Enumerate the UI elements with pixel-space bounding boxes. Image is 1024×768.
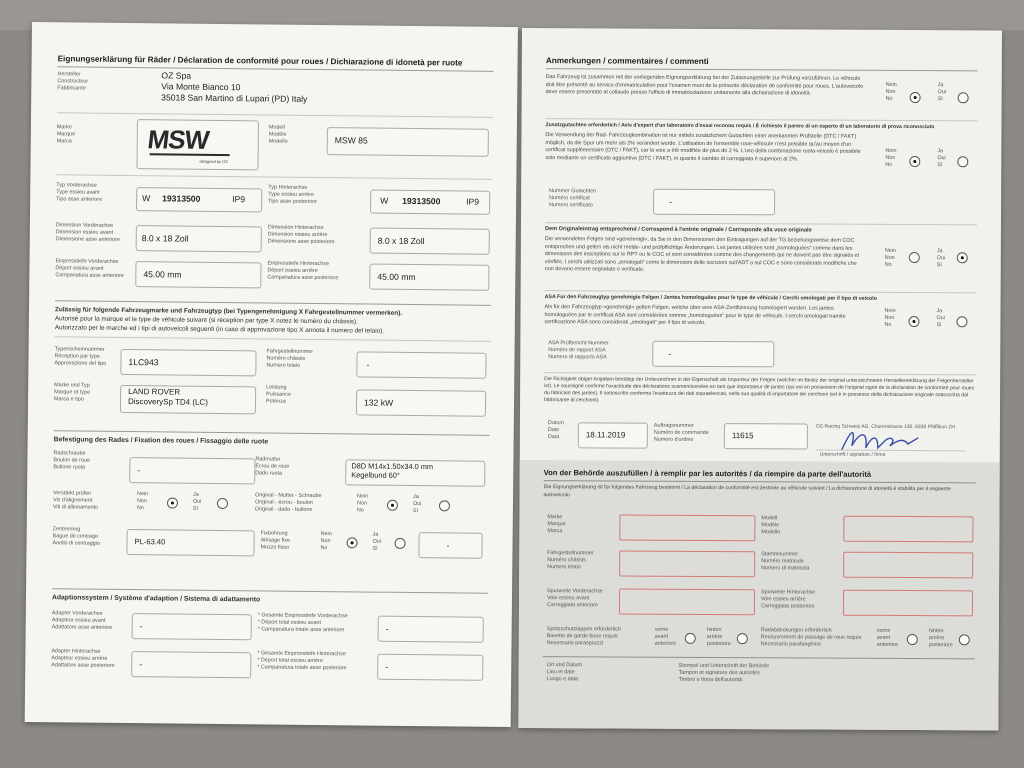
auth-rear-track-field[interactable] — [843, 590, 973, 617]
cover-rear-radio[interactable] — [959, 634, 970, 645]
signature-label: Unterschrift / signature / firma — [819, 451, 886, 458]
front-total-offset-field — [378, 616, 484, 643]
mudguard-rear-label: hinten arrière posteriore — [706, 626, 731, 648]
form-title: Eignungserklärung für Räder / Déclaration de conformité pour roues / Dichiarazione di idonetà per ruote — [57, 54, 463, 68]
note2-no-label: Nein Non No — [885, 147, 897, 168]
divider — [546, 118, 978, 121]
brand-label: Marke Marque Marca — [56, 124, 76, 145]
fastening-title: Befestigung des Rades / Fixation des roues / Fissaggio delle ruote — [53, 436, 269, 446]
place-date-label: Ort und Datum Lieu et date Luogo e data — [546, 662, 583, 683]
chassis-number-label: Fahrgestellnummer Numéro châssis Numero telaio — [266, 348, 314, 369]
auth-make-label: Marke Marque Marca — [547, 514, 566, 535]
original-screw-no-label: Nein Non No — [356, 493, 369, 514]
right-page — [518, 28, 1002, 731]
manufacturer-name: OZ Spa — [161, 70, 192, 81]
type-approval-value: 1LC943 — [128, 357, 159, 368]
original-screw-yes-radio[interactable] — [439, 500, 450, 511]
asa-number-value: - — [668, 348, 672, 359]
front-dimension-label: Dimension Vorderachse Dimension essieu avant Dimensione asse anteriore — [55, 222, 120, 243]
front-axle-suffix: IP9 — [232, 194, 246, 205]
chassis-number-field — [356, 351, 486, 378]
divider — [54, 430, 490, 436]
front-axle-type-label: Typ Vorderachse Type essieu avant Tipo asse anteriore — [56, 182, 103, 203]
divider — [55, 336, 491, 342]
divider — [52, 588, 488, 594]
front-axle-number: 19313500 — [162, 193, 201, 204]
note3-text: Die verwendeten Felgen sind »genehmigt«, da Sie in den Dimensionen den Eintragungen auf der TG beziehungsweise dem COC entsprechen und gelten als nicht melde- und prüfpflichtige Änderungen. Les jantes utilisées sont „homologuées“ comme dans les dimensions des inscriptions sur le RPT ou le COC et sont considérées comme des changements qui ne doivent pas être signalés et vérifiés. I cerchi utilizzati sono „omologati“ come le dimensioni delle iscrizioni sull'ADT o sul COC e sono considerate modifiche che non devono essere segnalate e verificate. — [544, 236, 860, 274]
centering-ring-value: PL-63.40 — [134, 537, 166, 547]
divider — [544, 372, 976, 375]
mudguard-rear-radio[interactable] — [737, 633, 748, 644]
asa-number-label: ASA Prüfbericht-Nummer Numéro de rapport ASA Numero di rapporto ASA — [548, 340, 609, 361]
hub-fix-label: Fixbohrung Alésage fixe Mozzo fisso — [260, 530, 290, 551]
front-adapter-field — [132, 613, 252, 640]
rear-adapter-field — [131, 651, 251, 678]
note1-yes-label: Ja Oui Sì — [937, 82, 947, 103]
rear-axle-prefix: W — [380, 195, 389, 206]
auth-rear-track-label: Spurweite Hinterachse Voie essieu arrière Carreggiata posteriore — [760, 589, 816, 610]
date-label: Datum Date Data — [547, 420, 564, 441]
note1-no-radio[interactable] — [910, 92, 921, 103]
report-number-value: - — [669, 196, 672, 207]
note4-heading: ASA Für den Fahrzeugtyp genehmigte Felgen / Jantes homologuées pour le type de véhicule / Cerchi omologati per il tipo di veicolo — [544, 294, 877, 302]
centering-ring-label: Zentrierring Bague de centrage Anello di centraggio — [52, 526, 100, 547]
rear-offset-label: Einpresstiefe Hinterachse Déport essieu arrière Campanatura asse posteriore — [267, 260, 339, 282]
note2-yes-label: Ja Oui Sì — [937, 148, 946, 169]
auth-model-label: Modell Modèle Modello — [761, 515, 781, 536]
auth-chassis-field[interactable] — [619, 551, 755, 578]
stamp-label: Stempel und Unterschrift der Behörde Tampon et signature des autorités Timbro e firma dell'autorità — [678, 662, 770, 684]
rear-axle-suffix: IP9 — [466, 196, 480, 207]
brand-logo-box — [136, 119, 259, 170]
rear-total-offset-label: * Gesamte Einpresstiefe Hinterachse * Déport total essieu arrière * Campanatura totale asse posteriore — [257, 650, 347, 672]
auth-make-field[interactable] — [619, 515, 755, 542]
approval-line-2: Autorisé pour la marque et le type de véhicule suivant (si réception par type X notez le numéro du châssis). — [54, 315, 358, 326]
mudguard-front-radio[interactable] — [685, 633, 696, 644]
mudguard-label: Spritzschutzlappen erforderlich Bavette de garde boue requis Necessario paraspruzzi — [546, 626, 621, 647]
confirmation-text: Die Richtigkeit obiger Angaben bestätigt der Unterzeichner in der Eigenschaft als Importeur der Felgen (welcher im Besitz der original unterzeichneten Herstellererklärung der Felgenhersteller ist). Le soussigné confirme l'exactitude des déclarations susmentionnées en tant que importateur de jantes (qui est en possession de l'original signé de la déclaration de conformité pour roues du fabricant des jantes). Il sottoscritto conferma l'esattezza dei dati sopraelencati, nella sua qualità di importatore dei cerchioni (ed è in possesso della dichiarazione originale sottoscritta dal fabbricante di cerchioni). — [544, 376, 975, 404]
wheel-bolt-value: - — [137, 465, 141, 476]
report-number-label: Nummer Gutachten Numéro certificat Numero certificato — [549, 188, 597, 209]
rear-axle-type-label: Typ Hinterachse Type essieu arrière Tipo asse posteriore — [268, 184, 317, 205]
rear-total-offset-field — [377, 654, 483, 681]
divider — [57, 112, 493, 118]
make-type-value-1: LAND ROVER — [128, 387, 181, 397]
front-total-offset-label: * Gesamte Einpresstiefe Vorderachse * Déport total essieu avant * Campanatura totale asse anteriore — [257, 612, 348, 634]
rear-dimension-label: Dimension Hinterachse Dimension essieu arrière Dimensione asse posteriore — [267, 224, 335, 246]
rear-adapter-label: Adapter Hinterachse Adapteur essieu arrière Adattatore asse posteriore — [51, 648, 115, 669]
mudguard-front-label: vorne avant anteriore — [654, 626, 677, 647]
date-value: 18.11.2019 — [585, 430, 626, 440]
order-number-value: 11615 — [731, 431, 754, 441]
alignment-no-label: Nein Non No — [136, 491, 149, 512]
model-label: Modell Modèle Modello — [268, 124, 288, 145]
manufacturer-address-2: 35018 San Martino di Lupari (PD) Italy — [161, 92, 308, 104]
note3-no-radio[interactable] — [909, 252, 920, 263]
divider — [56, 174, 492, 180]
note4-no-radio[interactable] — [908, 316, 919, 327]
hub-fix-yes-radio[interactable] — [395, 538, 406, 549]
wheel-nut-label: Radmutter Écrou de roue Dado ruota — [255, 456, 290, 477]
front-axle-prefix: W — [142, 193, 151, 204]
front-total-offset-value: - — [385, 623, 389, 634]
alignment-yes-radio[interactable] — [217, 498, 228, 509]
approval-line-3: Autorizzato per le marche ed i tipi di autoveicoli seguenti (in caso di approvazione tipo X annota il numero del telaio). — [54, 324, 385, 335]
note1-text: Das Fahrzeug ist zusammen mit der vorliegenden Eignungserklärung bei der Zulassungsstelle zur Prüfung vorzuführen. Le véhicule doit être présenté au service d'immatriculation pour l'examen muni de la présente déclaration de conformité pour roues. L'autoveicolo deve essere presentato al collaudo presso l'ufficio di immatricolazione unitamente alla dichiarazione di idoneità. — [545, 74, 864, 97]
comments-title: Anmerkungen / commentaires / commenti — [545, 56, 709, 66]
note4-yes-label: Ja Oui Sì — [936, 308, 945, 329]
alignment-no-radio[interactable] — [167, 497, 178, 508]
rear-total-offset-value: - — [385, 661, 389, 672]
note3-yes-label: Ja Oui Sì — [936, 248, 946, 269]
rear-offset-value: 45.00 mm — [377, 271, 416, 283]
company-name: OZ-Racing Schweiz AG, Churerstrasse 130, 8330 Pfäffikon ZH — [815, 423, 956, 431]
hub-fix-no-radio[interactable] — [347, 537, 358, 548]
wheel-bolt-field — [129, 457, 255, 484]
auth-chassis-label: Fahrgestellnummer Numéro châssis Numero telaio — [547, 550, 594, 571]
auth-master-label: Stammnummer Numéro matricule Numero di matricola — [761, 551, 810, 572]
note2-yes-radio[interactable] — [957, 156, 968, 167]
hub-fix-value: - — [446, 540, 450, 551]
wheel-nut-value-2: Kegelbund 60° — [351, 470, 400, 480]
power-label: Leistung Puissance Potenza — [266, 384, 292, 405]
note3-no-label: Nein Non No — [884, 247, 896, 268]
cover-front-label: vorne avant anteriore — [876, 627, 899, 648]
left-page — [25, 22, 518, 727]
wheel-nut-value-1: D8D M14x1.50x34.0 mm — [351, 461, 434, 472]
auth-front-track-label: Spurweite Vorderachse Voie essieu avant Carreggiata anteriore — [546, 588, 603, 609]
make-type-label: Marke und Typ Marque et type Marca e tipo — [54, 382, 91, 403]
model-value: MSW 85 — [334, 135, 368, 146]
hub-fix-yes-label: Ja Oui Sì — [372, 531, 381, 552]
front-offset-label: Einpresstiefe Vorderachse Déport essieu avant Campanatura asse anteriore — [55, 258, 124, 279]
hub-fix-field — [418, 532, 482, 559]
auth-master-field[interactable] — [843, 552, 973, 579]
cover-rear-label: hinten arrière posteriore — [928, 628, 953, 649]
front-adapter-label: Adapter Vorderachse Adapteur essieu avant Adattatore asse anteriore — [51, 610, 113, 631]
divider — [546, 68, 978, 71]
wheel-cover-label: Radabdeckungen erforderlich Recouvrement de passage de roue requis Necessario parafanghino — [760, 627, 862, 648]
adapter-title: Adaptionssystem / Système d'adaption / Sistema di adattamento — [51, 594, 261, 604]
original-screw-label: Original - Mutter - Schraube Original - écrou - boulon Original - dado - bullone — [254, 492, 322, 513]
power-value: 132 kW — [363, 397, 394, 408]
msw-logo — [137, 120, 257, 169]
make-type-value-2: DiscoverySp TD4 (LC) — [127, 397, 208, 407]
note3-heading: Dem Originaleintrag entsprechend / Correspond à l'entrée originale / Corrisponde alla voce originale — [544, 226, 812, 234]
alignment-label: Verstärkt prüfen Vis d'alignement Viti di allineamento — [52, 490, 99, 511]
front-offset-value: 45.00 mm — [143, 269, 182, 280]
front-dimension-value: 8.0 x 18 Zoll — [141, 233, 189, 244]
original-screw-no-radio[interactable] — [387, 500, 398, 511]
note2-heading: Zusatzgutachten erforderlich / Avis d'expert d'un laboratoire d'essai reconnu requis / È richiesto il parere di un esperto di un laboratorio di prova riconosciuto — [545, 122, 935, 131]
manufacturer-label: Hersteller Constructeur Fabbricante — [57, 71, 89, 92]
divider — [55, 300, 491, 306]
svg-text:designed by OZ: designed by OZ — [199, 158, 228, 165]
divider — [545, 222, 977, 225]
type-approval-label: Typenscheinnummer Réception par type Approvazione del tipo — [54, 346, 107, 367]
note4-text: Als für den Fahrzeugtyp »genehmigt« gelten Felgen, welche über eine ASA-Zertifizierung homologiert wurden. Les jantes homologuées par le certificat ASA sont considérées comme „homologuées“ pour le type de véhicule. I cerchi omologati tramite certificazione ASA sono considerati „omologati“ per il tipo di veicolo. — [544, 304, 846, 327]
rear-adapter-value: - — [139, 659, 143, 670]
note1-no-label: Nein Non No — [885, 81, 897, 102]
wheel-bolt-label: Radschraube Boulon de roue Bullone ruota — [53, 450, 91, 471]
note1-yes-radio[interactable] — [958, 92, 969, 103]
manufacturer-address-1: Via Monte Bianco 10 — [161, 81, 241, 93]
front-adapter-value: - — [139, 621, 143, 632]
note4-yes-radio[interactable] — [956, 316, 967, 327]
original-screw-yes-label: Ja Oui Sì — [412, 494, 422, 515]
authority-text: Die Eignungserklärung ist für folgendes Fahrzeug bestimmt / La déclaration de conformité est destinée au véhicule suivant / La dichiarazione di idoneità è stabilita per il seguente autoveicolo — [543, 484, 951, 498]
note3-yes-radio[interactable] — [957, 252, 968, 263]
approval-title: Zulässig für folgende Fahrzeugmarke und Fahrzeugtyp (bei Typengenehmigung X Fahrgestellnummer vermerken). — [54, 306, 403, 317]
auth-front-track-field[interactable] — [619, 589, 755, 616]
rear-axle-number: 19313500 — [402, 195, 441, 207]
alignment-yes-label: Ja Oui Sì — [192, 491, 202, 512]
cover-front-radio[interactable] — [907, 634, 918, 645]
order-number-label: Auftragsnummer Numéro de commande Numero d'ordine — [653, 422, 709, 443]
note4-no-label: Nein Non No — [884, 307, 896, 328]
note2-text: Die Verwendung der Rad- Fahrzeugkombination ist nur mittels zusätzlichem Gutachten einer anerkannten Prüfstelle (DTC / FAKT) möglich, da die Spur um mehr als 2% verändert wurde. L'utilisation de l'ensemble roue-véhicule n'est possible qu'au moyen d'un certificat supplémentaire (DTC / FAKT), car la voie a été modifiée de plus de 2 %. L'uso della combinazione ruota-veicolo è possibile solo mediante un certificato aggiuntivo (DTC / FAKT), in quanto il cambio di carreggiata è superiore al 2%. — [545, 132, 861, 163]
svg-text:MSW: MSW — [146, 124, 211, 155]
note2-no-radio[interactable] — [909, 156, 920, 167]
auth-model-field[interactable] — [843, 516, 973, 543]
authority-title: Von der Behörde auszufüllen / à remplir par les autorités / da riempire da parte dell'autorità — [543, 468, 872, 479]
chassis-number-value: - — [366, 359, 370, 370]
hub-fix-no-label: Nein Non No — [320, 531, 332, 552]
rear-dimension-value: 8.0 x 18 Zoll — [377, 235, 425, 247]
divider — [545, 290, 977, 293]
